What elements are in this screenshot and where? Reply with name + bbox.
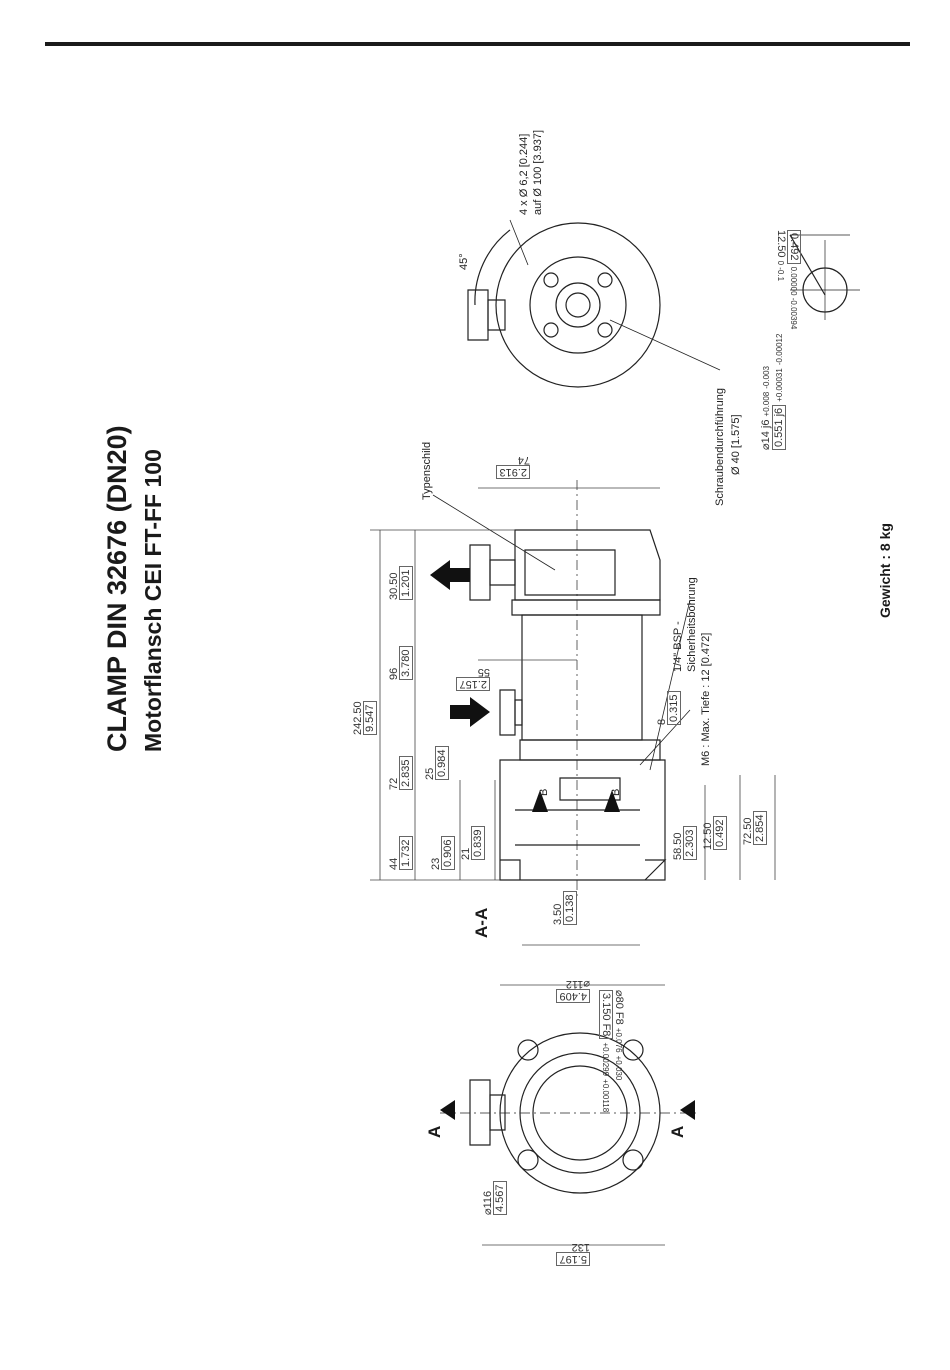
m6-label: M6 : Max. Tiefe : 12 [0.472]	[700, 632, 712, 766]
hatch-edges	[500, 860, 665, 880]
dim-58: 58.50 2.303	[672, 826, 696, 860]
dim-242: 242.50 9.547	[352, 701, 376, 735]
outlet-clamp-mid	[500, 690, 515, 735]
shaft-dia: ⌀14 j6 +0.008 -0.003 0.551 j6 +0.00031 -0.00012	[760, 333, 785, 450]
dim-72-5: 72.50 2.854	[742, 811, 766, 845]
section-label: A-A	[472, 907, 491, 938]
coupling-ring	[520, 740, 660, 760]
dim-44: 44 1.732	[388, 836, 412, 870]
dim-72: 72 2.835	[388, 756, 412, 790]
outlet-neck-top	[490, 560, 515, 585]
holes-label-1: 4 x Ø 6,2 [0.244]	[518, 133, 530, 215]
dim-8: 8 0.315	[656, 691, 680, 725]
drawing-lines	[433, 220, 860, 1193]
bsp-label-1: 1/4" BSP -	[672, 621, 684, 672]
schraub-label: Schraubendurchführung	[714, 387, 726, 506]
dim-96: 96 3.780	[388, 646, 412, 680]
dim-74: 2.913 74	[496, 454, 530, 478]
dim-112: 4.409 ⌀112	[556, 978, 590, 1002]
angle-label: 45°	[458, 253, 470, 270]
type-plate	[525, 550, 615, 595]
dim-12: 12.50 0.492	[702, 816, 726, 850]
dim-116: ⌀116 4.567	[482, 1181, 506, 1215]
weight-label: Gewicht : 8 kg	[877, 523, 893, 618]
schraub-dim: Ø 40 [1.575]	[730, 414, 742, 475]
b-mark-left: B	[538, 788, 550, 796]
typenschild-label: Typenschild	[421, 441, 433, 500]
body-band	[512, 600, 660, 615]
b-mark-right: B	[610, 788, 622, 796]
section-mark-left: A	[425, 1125, 444, 1138]
bore-lines	[515, 810, 640, 845]
shaft-key: 0.492 0.00000 -0.00394 12.50 0 -0.1	[775, 230, 800, 330]
bsp-label-2: Sicherheitsbohrung	[686, 577, 698, 672]
outlet-clamp-top	[470, 545, 490, 600]
dim-21: 21 0.839	[460, 826, 484, 860]
dim-23: 23 0.906	[430, 836, 454, 870]
section-mark-right: A	[668, 1125, 687, 1138]
top-motor-flange	[530, 257, 626, 353]
top-clamp	[468, 290, 488, 340]
outlet-arrow	[430, 560, 470, 590]
dim-30: 30.50 1.201	[388, 566, 412, 600]
inlet-arrow	[450, 697, 490, 727]
dim-55: 2.157 55	[456, 666, 490, 690]
pump-head	[515, 530, 660, 600]
dim-25: 25 0.984	[424, 746, 448, 780]
motor-cylinder	[522, 615, 642, 740]
bottom-clamp	[470, 1080, 490, 1145]
dim-132: 5.197 132	[556, 1241, 590, 1265]
dim-80-f8: ⌀80 F8 +0.076 +0.030 3.150 F8 +0.00299 +0.00118	[600, 990, 625, 1113]
holes-label-2: auf Ø 100 [3.937]	[532, 129, 544, 215]
drawing-subtitle: Motorflansch CEI FT-FF 100	[140, 449, 166, 752]
outlet-neck-mid	[515, 700, 522, 725]
top-motor-outer	[496, 223, 660, 387]
drawing-title: CLAMP DIN 32676 (DN20)	[102, 425, 132, 752]
dim-3-5: 3.50 0.138	[552, 891, 576, 925]
